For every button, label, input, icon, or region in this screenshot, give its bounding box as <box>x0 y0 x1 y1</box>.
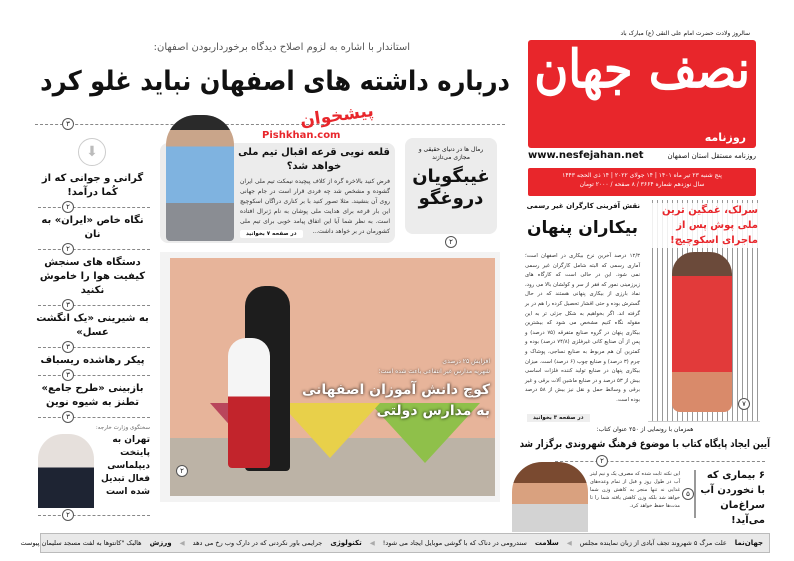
ticker-headline[interactable]: هالبک "کانتوها به لفت مسجد سلیمان پیوست <box>20 539 142 547</box>
football-box[interactable] <box>160 143 395 243</box>
page-ref: ۲ <box>176 465 188 477</box>
watermark-en: Pishkhan.com <box>262 130 341 141</box>
foreign-kicker: سخنگوی وزارت خارجه: <box>95 425 150 431</box>
issue-line: سال نوزدهم شماره ۳۶۶۴ / ۸ صفحه / ۲۰۰۰ تومان <box>579 181 705 188</box>
football-body: فرض کنید بالاخره گره از کلاف پیچیده نیمکت تیم ملی ایران گشوده و مشخص شد چه فردی قرار است در جام جهانی روی آن بنشیند. مثلا تصور کنید با بر کناری دراگان اسکوچیچ این بار قرعه برای هدایت ملی پوشان به نام ژنرال افتاده است. به نظر شما آیا این اتفاق پیامد خوبی برای تیم ملی کشورمان در بر خواهد داشت... <box>240 178 390 235</box>
divider <box>35 242 150 256</box>
page-ref: ۲ <box>62 509 74 521</box>
page-ref: ۲ <box>445 236 457 248</box>
drinking-man-photo <box>512 462 588 532</box>
page-ref: ۳ <box>62 299 74 311</box>
fortune-title: غیبگویان دروغگو <box>412 166 490 209</box>
sidebar-item[interactable]: پیکر رهاشده ریسباف <box>40 355 145 366</box>
water-title[interactable]: ۶ بیماری که با نخوردن آب سراغ‌مان می‌آید! <box>700 470 765 526</box>
page-ref: ۲ <box>62 201 74 213</box>
page-ref: ۳ <box>62 118 74 130</box>
ticker-category[interactable]: ورزش <box>149 539 172 547</box>
ticker-headline[interactable]: سندرومی در دناک که با گوشی موبایل ایجاد می شود! <box>382 539 527 547</box>
masthead-tagline: سالروز ولادت حضرت امام علی النقی (ع) مبارک باد <box>620 30 750 37</box>
photo-kicker: افزایش ۲۵ درصدی <box>442 358 490 365</box>
divider <box>35 340 150 354</box>
date-line: پنج شنبه ۲۳ تیر ماه ۱۴۰۱ | ۱۴ جولای ۲۰۲۲ | ۱۴ ذی الحجه ۱۴۴۳ <box>562 172 722 179</box>
fortune-box[interactable] <box>405 138 497 234</box>
ticker-headline[interactable]: علت مرگ ۵ شهروند تجف آبادی از زبان نماینده مجلس <box>579 539 727 547</box>
book-kicker: همزمان با رونمایی از ۲۵۰ عنوان کتاب: <box>596 426 694 433</box>
divider <box>694 470 696 518</box>
foreign-title[interactable]: تهران به پایتخت دیپلماسی فعال تبدیل شده است <box>101 435 150 497</box>
divider <box>35 368 150 382</box>
photo-kicker2: شهریه مدارس غیر انتفاعی باعث شده است؛ <box>378 368 490 375</box>
labor-title[interactable]: بیکاران پنهان <box>526 218 639 238</box>
fortune-kicker: رمال ها در دنیای حقیقی و مجازی می‌تازند <box>418 146 484 161</box>
website-link[interactable]: www.nesfejahan.net <box>528 150 644 161</box>
spokesman-photo <box>38 434 94 508</box>
divider <box>35 124 505 125</box>
ticker-category[interactable]: تکنولوژی <box>330 539 362 547</box>
page-ref: ۵ <box>682 488 694 500</box>
player-photo <box>166 115 234 241</box>
page-ref: ۳ <box>62 411 74 423</box>
ticker-category[interactable]: سلامت <box>534 539 559 547</box>
masthead-description: روزنامه مستقل استان اصفهان <box>667 151 756 160</box>
separator-icon: ◀ <box>369 539 375 547</box>
labor-body: ۱۲/۳ درصد آخرین نرخ بیکاری در اصفهان است؛ آماری رسمی که البته شامل کارگران غیر رسمی نمی شود. این در حالی است که کارگاه های زیرزمینی نمور که فقر از سر و کولشان بالا می رود، نماد بارزی از بیکاری پنهانی هستند که در حال گسترش بوده و حتی اقشار تحصیل کرده را هم در بر گرفته اند. اگر بخواهیم به شکل جزئی تر به این مقوله نگاه کنیم مشخص می شود که بیشترین بیکاری پنهان در گروه صنایع متفرقه (۷۵ درصد) و پس از آن صنایع کانی غیرفلزی (۷۴/۸ درصد) بوده و کمترین آن هم مربوط به صنایع نساجی، پوشاک و چرم (۳ درصد) و صنایع چوب (۶ درصد) است. میزان بیکاری پنهان در صنایع تولید کننده فلزات اساسی بیش از ۵۳ درصد و در صنایع ماشین آلات برقی و غیر برقی و وسائط حمل و نقل نیز بیش از ۵۸ درصد بوده است. <box>525 253 640 403</box>
book-title[interactable]: آیین ایجاد پایگاه کتاب با موضوع فرهنگ شهروندی برگزار شد <box>519 438 770 450</box>
ticker-headline[interactable]: جرایمی باور نکردنی که در دارک وب رخ می دهد <box>192 539 323 547</box>
football-title: قلعه نویی قرعه اقبال تیم ملی خواهد شد؟ <box>238 147 390 172</box>
page-ref: ۳ <box>62 369 74 381</box>
separator-icon: ◀ <box>179 539 185 547</box>
divider <box>35 200 150 214</box>
sidebar-item[interactable]: گرانی و جوانی که از کُما درآمد! <box>41 173 144 198</box>
page-ref: ۲ <box>596 455 608 467</box>
photo-title: کوچ دانش آموزان اصفهانی به مدارس دولتی <box>301 382 490 419</box>
news-ticker <box>20 533 770 553</box>
divider <box>35 298 150 312</box>
sidebar <box>35 172 150 522</box>
arrow-down-icon: ⬇ <box>78 138 106 166</box>
read-more[interactable]: در صفحه ۳ بخوانید <box>527 414 590 422</box>
separator-icon: ◀ <box>566 539 572 547</box>
sidebar-item[interactable]: دستگاه های سنجش کیفیت هوا را خاموش نکنید <box>39 257 146 296</box>
sidebar-item[interactable]: به شیرینی «یک انگشت عسل» <box>36 313 149 338</box>
player-photo <box>672 252 732 412</box>
logo-prefix: روزنامه <box>704 131 746 144</box>
lead-headline[interactable]: درباره داشته های اصفهان نباید غلو کرد <box>40 66 510 97</box>
divider <box>35 508 150 522</box>
sidebar-item[interactable]: نگاه خاص «ایران» به نان <box>41 215 144 240</box>
sport-title: سرلک، غمگین ترین ملی پوش پس از ماجرای اسکوچیچ! <box>650 203 758 248</box>
page-ref: ۲ <box>62 243 74 255</box>
divider <box>35 410 150 424</box>
site-row <box>528 150 756 161</box>
divider <box>555 461 765 462</box>
watermark-fa: پیشخوان <box>298 100 375 132</box>
school-photo[interactable] <box>170 258 495 496</box>
page-ref: ۷ <box>738 398 750 410</box>
date-box <box>528 168 756 196</box>
water-body: این نکته ثابت شده که مصرف یک و نیم لیتر آب در طول روز و قبل از تمام وعده‌های غذایی نه تنها منجر به کاهش وزن شما خواهد شد بلکه وزن کاهش یافته شما را تا مدت‌ها حفظ خواهد کرد. <box>590 471 680 509</box>
masthead-logo <box>528 40 756 148</box>
lead-subtitle: استاندار با اشاره به لزوم اصلاح دیدگاه برخورداربودن اصفهان: <box>153 42 410 53</box>
logo-text: نصف جهان <box>534 39 750 100</box>
ticker-category[interactable]: جهان‌نما <box>734 539 763 547</box>
foreign-block[interactable] <box>35 424 150 508</box>
read-more[interactable]: در صفحه ۷ بخوانید <box>240 230 303 238</box>
sidebar-item[interactable]: بازبینی «طرح جامع» تطنز به شیوه نوین <box>41 383 144 408</box>
page-ref: ۳ <box>62 341 74 353</box>
labor-kicker: نقش آفرینی کارگران غیر رسمی <box>526 202 640 210</box>
